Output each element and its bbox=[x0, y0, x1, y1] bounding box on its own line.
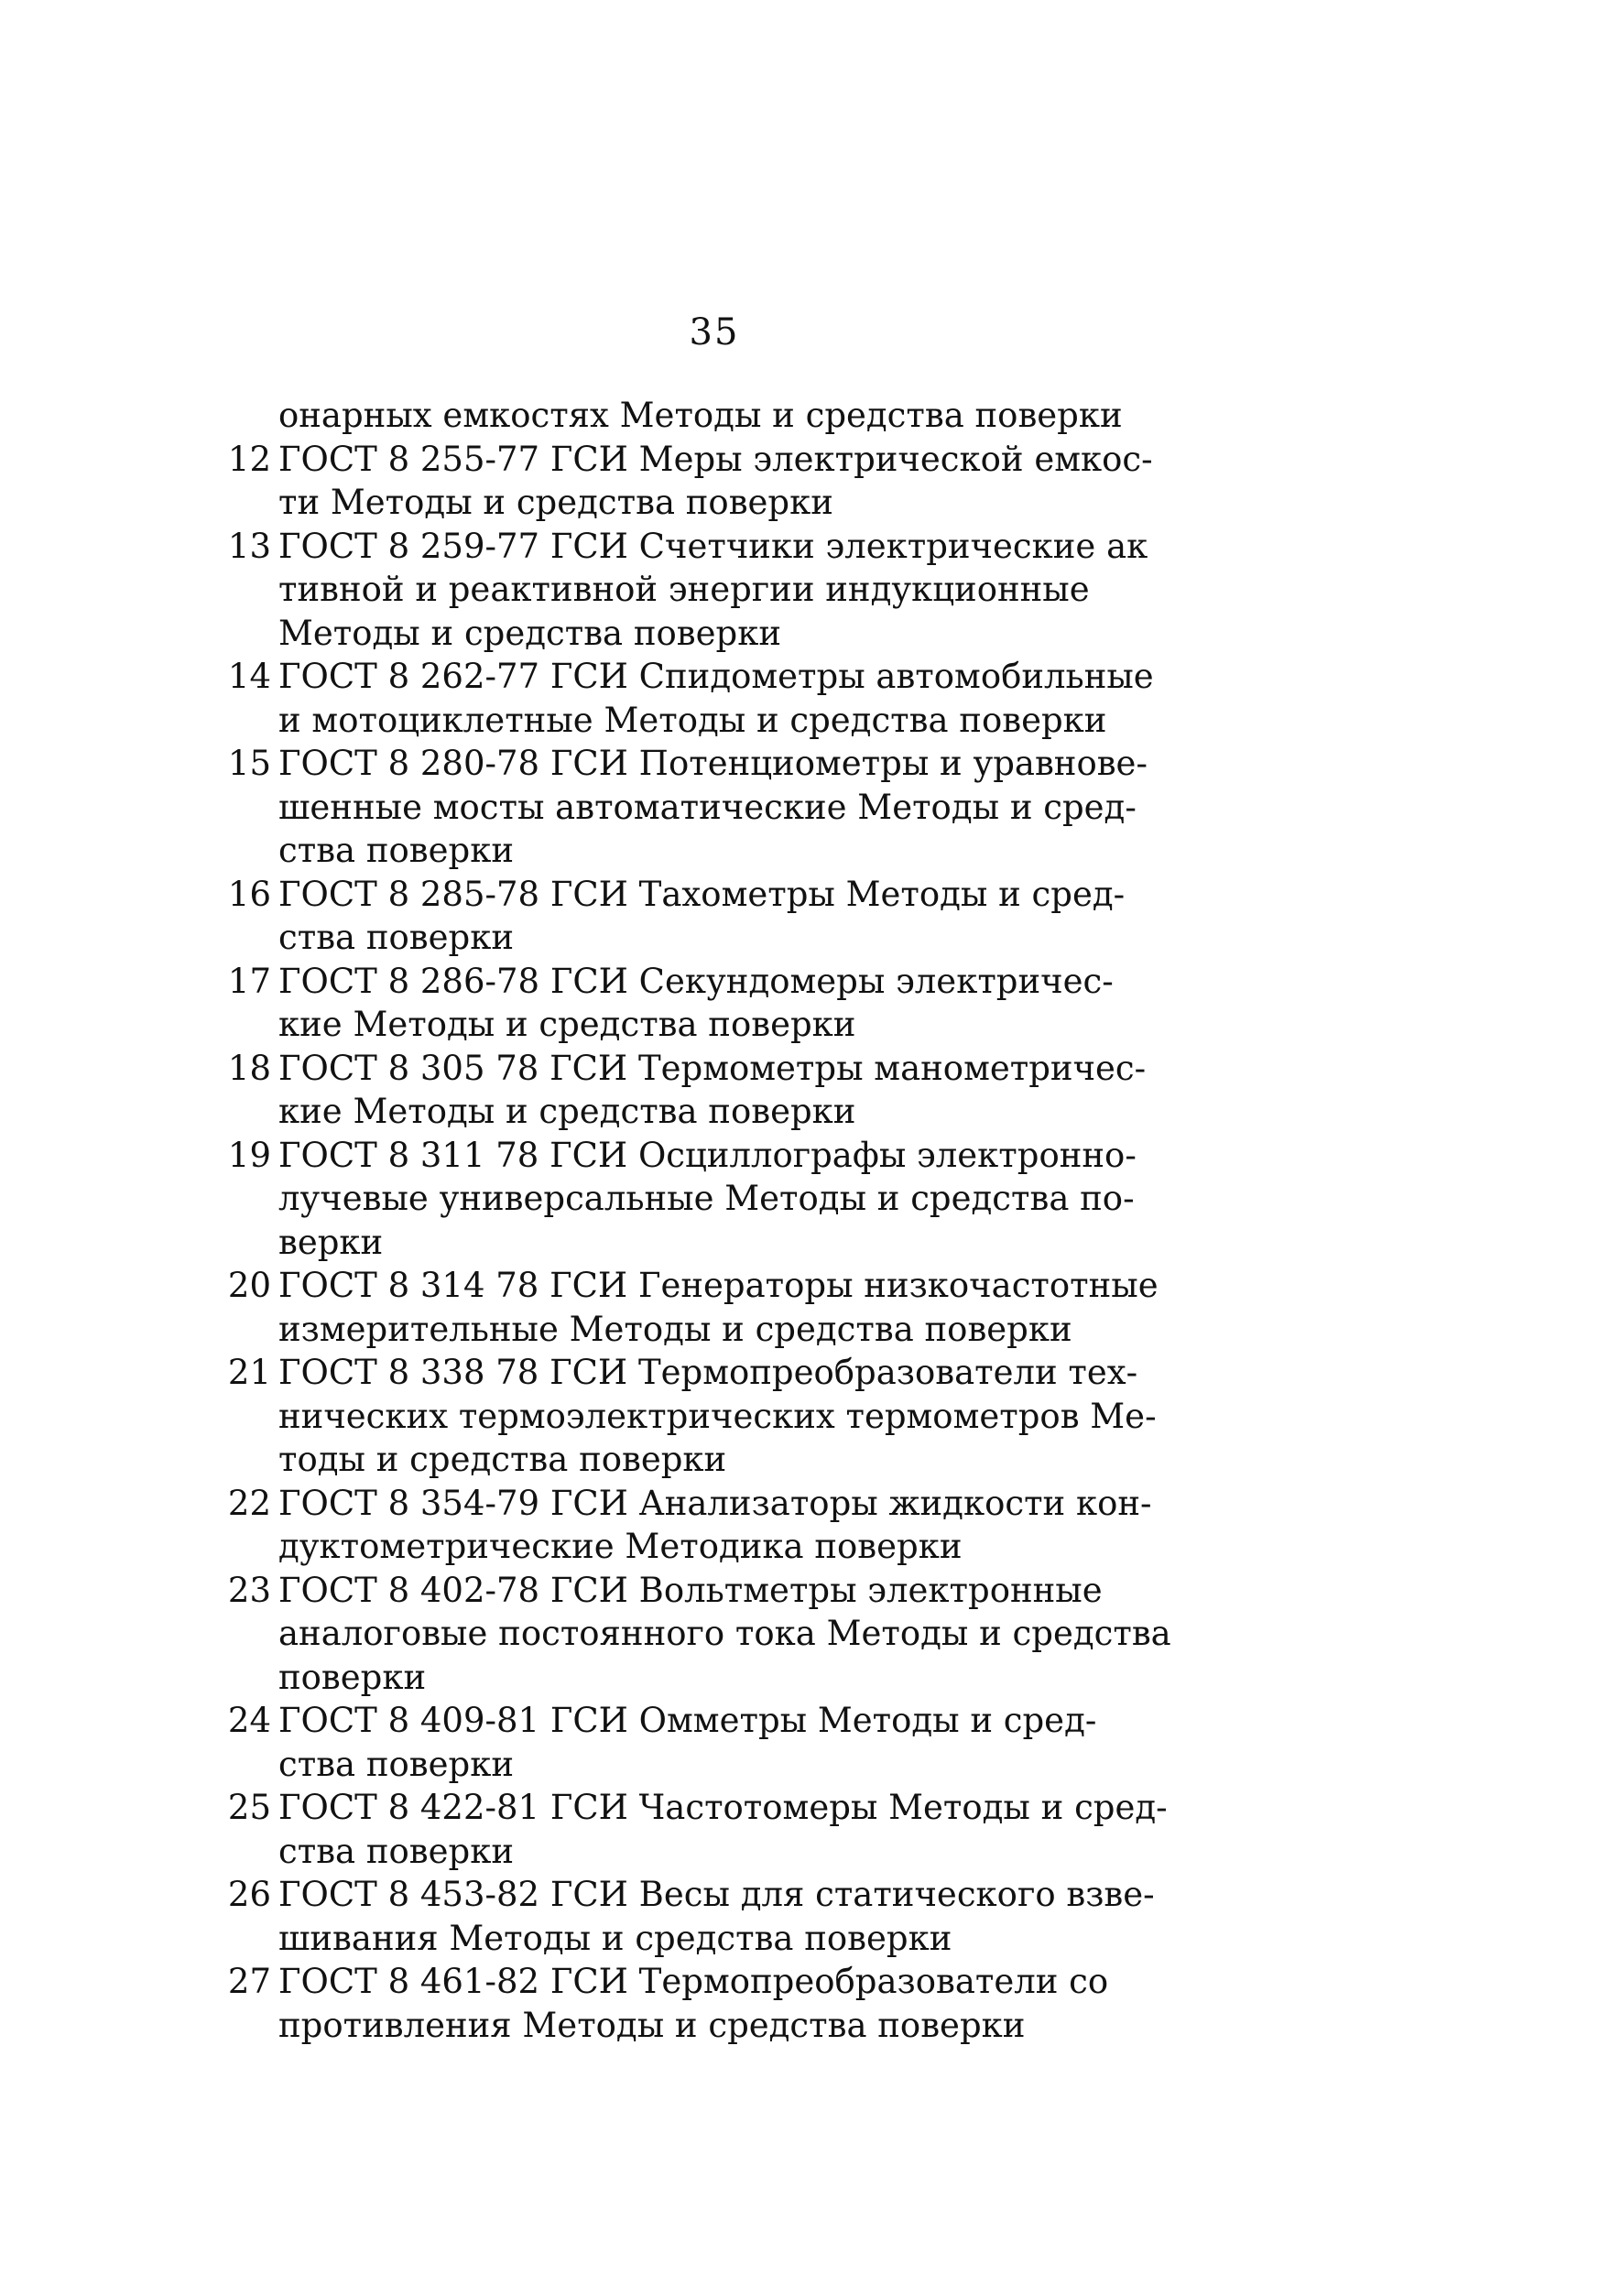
item-text: ГОСТ 8 453-82 ГСИ Весы для статического взве- bbox=[278, 1875, 1155, 1914]
item-text: ства поверки bbox=[278, 1831, 514, 1871]
item-number: 18 bbox=[227, 1048, 271, 1088]
list-item-start bbox=[227, 1960, 1236, 2004]
item-text: дуктометрические Методика поверки bbox=[278, 1527, 963, 1566]
item-text: кие Методы и средства поверки bbox=[278, 1092, 856, 1131]
item-text: ГОСТ 8 354-79 ГСИ Анализаторы жидкости кон- bbox=[278, 1483, 1152, 1523]
item-text: ГОСТ 8 259-77 ГСИ Счетчики электрические ак bbox=[278, 526, 1148, 566]
item-number: 19 bbox=[227, 1135, 271, 1175]
item-text: ти Методы и средства поверки bbox=[278, 483, 833, 522]
item-number: 25 bbox=[227, 1788, 271, 1827]
list-item-start bbox=[227, 1569, 1236, 1613]
list-item-start bbox=[227, 1786, 1236, 1830]
list-item-start bbox=[227, 1134, 1236, 1178]
item-text: ства поверки bbox=[278, 831, 514, 870]
list-item-continuation bbox=[275, 1612, 1236, 1656]
item-text: ГОСТ 8 305 78 ГСИ Термометры манометричес- bbox=[278, 1048, 1147, 1088]
list-item-continuation bbox=[275, 1395, 1236, 1439]
list-item-start bbox=[227, 960, 1236, 1004]
list-item-start bbox=[227, 655, 1236, 699]
list-item-continuation bbox=[275, 786, 1236, 830]
item-text: поверки bbox=[278, 1657, 427, 1697]
list-item-continuation bbox=[275, 2004, 1236, 2048]
list-item-start bbox=[227, 525, 1236, 569]
list-item-continuation bbox=[275, 1438, 1236, 1482]
list-item-continuation bbox=[275, 1221, 1236, 1265]
page-number: 35 bbox=[689, 311, 740, 354]
list-item-continuation bbox=[275, 829, 1236, 873]
item-text: Методы и средства поверки bbox=[278, 613, 782, 653]
list-item-start bbox=[227, 742, 1236, 786]
item-text: ГОСТ 8 409-81 ГСИ Омметры Методы и сред- bbox=[278, 1701, 1097, 1740]
list-item-continuation bbox=[275, 916, 1236, 960]
item-text: ГОСТ 8 311 78 ГСИ Осциллографы электронно- bbox=[278, 1135, 1137, 1175]
item-text: нических термоэлектрических термометров Ме- bbox=[278, 1396, 1157, 1436]
item-number: 17 bbox=[227, 961, 271, 1001]
list-item-start bbox=[227, 1351, 1236, 1395]
list-item-start bbox=[227, 1873, 1236, 1917]
list-item-continuation bbox=[275, 1656, 1236, 1700]
item-text: ства поверки bbox=[278, 1744, 514, 1784]
item-text: аналоговые постоянного тока Методы и средства bbox=[278, 1614, 1171, 1653]
item-text: ГОСТ 8 285-78 ГСИ Тахометры Методы и сред- bbox=[278, 874, 1126, 914]
list-item-start bbox=[227, 1047, 1236, 1091]
list-item-continuation bbox=[275, 612, 1236, 656]
item-text: ГОСТ 8 286-78 ГСИ Секундомеры электричес- bbox=[278, 961, 1114, 1001]
list-item-start bbox=[227, 1482, 1236, 1526]
item-number: 15 bbox=[227, 744, 271, 783]
item-number: 21 bbox=[227, 1353, 271, 1392]
list-item-continuation bbox=[275, 1743, 1236, 1787]
list-item-start bbox=[227, 438, 1236, 482]
item-number: 20 bbox=[227, 1266, 271, 1305]
item-text: ГОСТ 8 422-81 ГСИ Частотомеры Методы и сред- bbox=[278, 1788, 1168, 1827]
list-item-continuation bbox=[275, 1308, 1236, 1352]
item-number: 16 bbox=[227, 874, 271, 914]
list-item-continuation bbox=[275, 699, 1236, 743]
item-text: кие Методы и средства поверки bbox=[278, 1005, 856, 1044]
item-text: тивной и реактивной энергии индукционные bbox=[278, 570, 1090, 609]
item-text: тоды и средства поверки bbox=[278, 1440, 727, 1479]
list-item-start bbox=[227, 873, 1236, 917]
item-text: шивания Методы и средства поверки bbox=[278, 1918, 952, 1958]
list-item-continuation bbox=[275, 1917, 1236, 1961]
item-number: 14 bbox=[227, 657, 271, 696]
list-item-continuation bbox=[275, 568, 1236, 612]
list-item-start bbox=[227, 1264, 1236, 1308]
item-text: верки bbox=[278, 1222, 384, 1262]
item-text: ГОСТ 8 280-78 ГСИ Потенциометры и уравнове- bbox=[278, 744, 1148, 783]
item-text: измерительные Методы и средства поверки bbox=[278, 1309, 1072, 1349]
list-item-continuation bbox=[275, 1177, 1236, 1221]
item-text: ГОСТ 8 255-77 ГСИ Меры электрической емкос- bbox=[278, 439, 1153, 479]
list-item-continuation bbox=[275, 1525, 1236, 1569]
standards-list bbox=[227, 394, 1236, 2047]
item-number: 26 bbox=[227, 1875, 271, 1914]
list-item-continuation bbox=[275, 394, 1236, 438]
item-text: и мотоциклетные Методы и средства поверки bbox=[278, 700, 1107, 740]
item-number: 12 bbox=[227, 439, 271, 479]
list-item-continuation bbox=[275, 1090, 1236, 1134]
item-text: ГОСТ 8 314 78 ГСИ Генераторы низкочастотные bbox=[278, 1266, 1159, 1305]
item-text: противления Методы и средства поверки bbox=[278, 2005, 1026, 2045]
list-item-continuation bbox=[275, 1830, 1236, 1874]
item-text: ГОСТ 8 338 78 ГСИ Термопреобразователи тех- bbox=[278, 1353, 1138, 1392]
list-item-start bbox=[227, 1699, 1236, 1743]
list-item-continuation bbox=[275, 1003, 1236, 1047]
item-text: лучевые универсальные Методы и средства по- bbox=[278, 1179, 1135, 1218]
list-item-continuation bbox=[275, 481, 1236, 525]
item-text: ГОСТ 8 262-77 ГСИ Спидометры автомобильные bbox=[278, 657, 1154, 696]
item-text: онарных емкостях Методы и средства поверки bbox=[278, 396, 1123, 435]
item-number: 27 bbox=[227, 1962, 271, 2001]
item-text: ства поверки bbox=[278, 918, 514, 957]
item-number: 13 bbox=[227, 526, 271, 566]
item-text: ГОСТ 8 402-78 ГСИ Вольтметры электронные bbox=[278, 1570, 1103, 1610]
item-text: шенные мосты автоматические Методы и сред- bbox=[278, 787, 1137, 827]
item-number: 23 bbox=[227, 1570, 271, 1610]
item-text: ГОСТ 8 461-82 ГСИ Термопреобразователи со bbox=[278, 1962, 1109, 2001]
item-number: 22 bbox=[227, 1483, 271, 1523]
item-number: 24 bbox=[227, 1701, 271, 1740]
